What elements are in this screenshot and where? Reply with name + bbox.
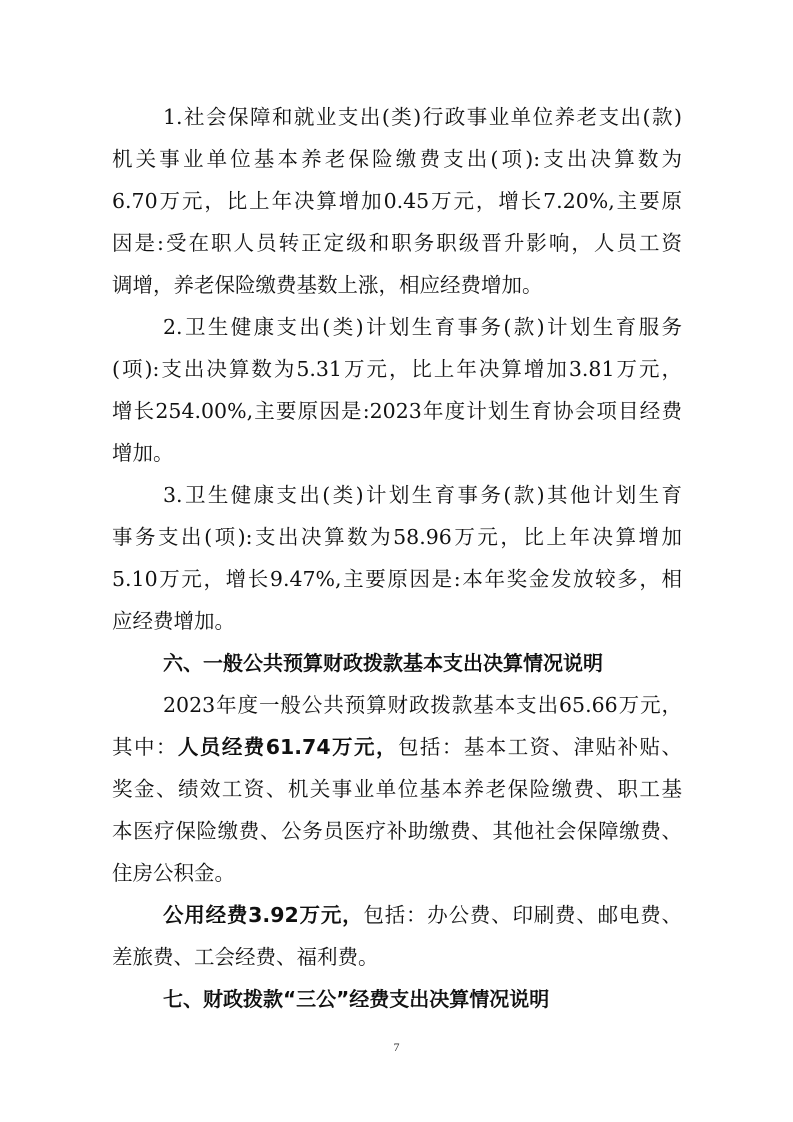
intro-suffix: 包括：基本工资、津贴补贴、 [397, 735, 683, 759]
section-7-heading: 七、财政拨款“三公”经费支出决算情况说明 [163, 987, 550, 1011]
paragraph-3-line-4: 应经费增加。 [112, 609, 235, 633]
paragraph-1-line-2: 机关事业单位基本养老保险缴费支出(项):支出决算数为 [112, 147, 682, 171]
section-6-intro-line-4: 本医疗保险缴费、公务员医疗补助缴费、其他社会保障缴费、 [112, 819, 682, 843]
paragraph-2-line-1: 2.卫生健康支出(类)计划生育事务(款)计划生育服务 [163, 315, 682, 339]
section-6-intro-line-5: 住房公积金。 [112, 861, 235, 885]
section-6-intro-line-3: 奖金、绩效工资、机关事业单位基本养老保险缴费、职工基 [112, 777, 682, 801]
section-6-intro-line-2 [112, 732, 682, 762]
page-number: 7 [393, 1040, 400, 1054]
paragraph-3-line-2: 事务支出(项):支出决算数为58.96万元，比上年决算增加 [112, 525, 682, 549]
paragraph-1-line-4: 因是:受在职人员转正定级和职务职级晋升影响，人员工资 [112, 231, 682, 255]
paragraph-3-line-1: 3.卫生健康支出(类)计划生育事务(款)其他计划生育 [163, 483, 682, 507]
intro-prefix: 其中： [112, 735, 178, 759]
paragraph-2-line-3: 增长254.00%,主要原因是:2023年度计划生育协会项目经费 [112, 399, 682, 423]
paragraph-2-line-4: 增加。 [112, 441, 174, 465]
paragraph-1-line-3: 6.70万元，比上年决算增加0.45万元，增长7.20%,主要原 [112, 189, 682, 213]
paragraph-3-line-3: 5.10万元，增长9.47%,主要原因是:本年奖金发放较多，相 [112, 567, 682, 591]
public-suffix: 包括：办公费、印刷费、邮电费、 [363, 903, 682, 927]
paragraph-2-line-2: (项):支出决算数为5.31万元，比上年决算增加3.81万元， [112, 357, 682, 381]
paragraph-1-line-1: 1.社会保障和就业支出(类)行政事业单位养老支出(款) [163, 105, 682, 129]
section-6-public-line-1 [163, 900, 682, 930]
section-6-intro-line-1: 2023年度一般公共预算财政拨款基本支出65.66万元， [163, 693, 682, 717]
public-expense-bold: 公用经费3.92万元， [163, 903, 364, 927]
section-6-public-line-2: 差旅费、工会经费、福利费。 [112, 945, 379, 969]
personnel-expense-bold: 人员经费61.74万元， [177, 735, 398, 759]
section-6-heading: 六、一般公共预算财政拨款基本支出决算情况说明 [163, 651, 603, 675]
paragraph-1-line-5: 调增，养老保险缴费基数上涨，相应经费增加。 [112, 273, 543, 297]
